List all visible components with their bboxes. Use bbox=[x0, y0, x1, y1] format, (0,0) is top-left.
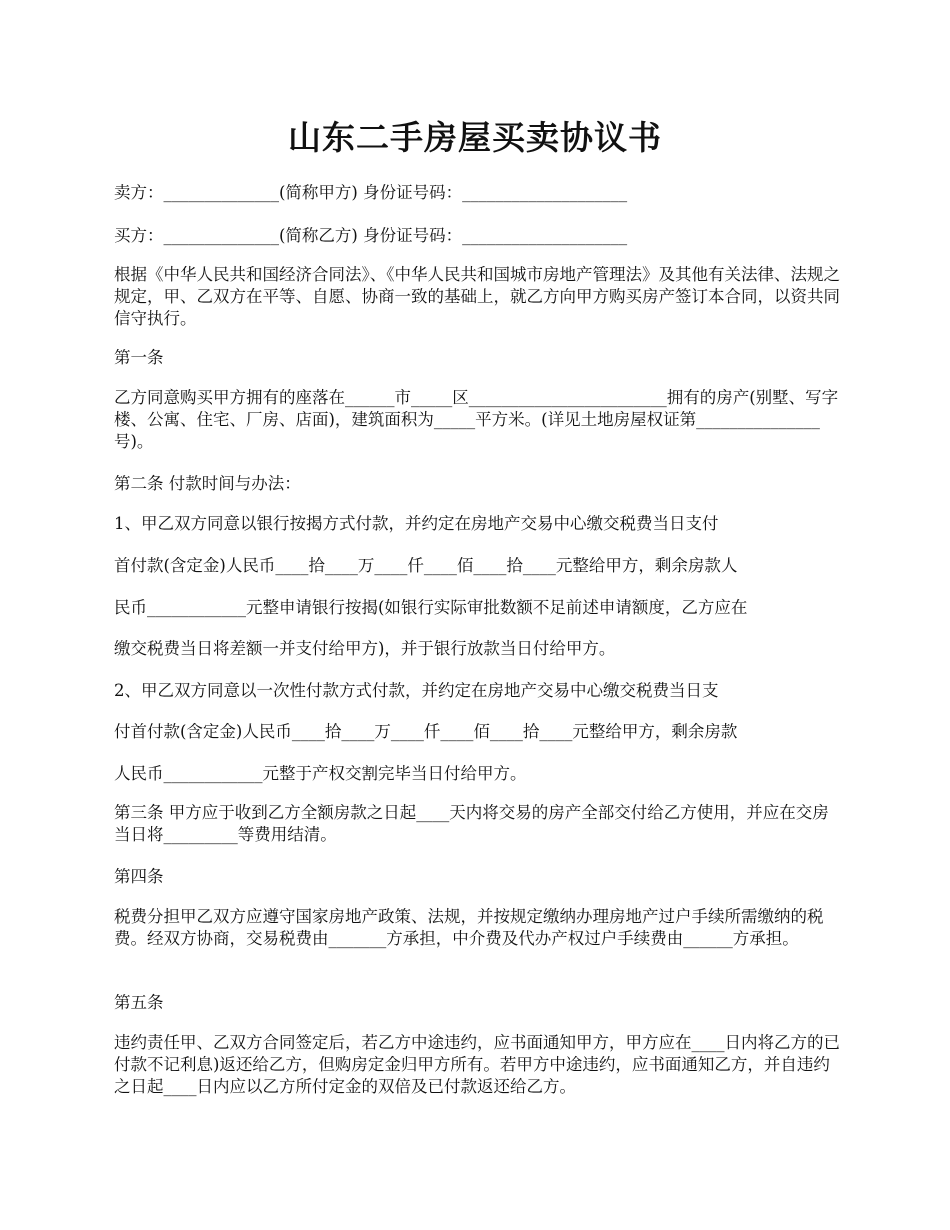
seller-line: 卖方：______________(简称甲方) 身份证号码：____________________ bbox=[114, 183, 628, 202]
article-2-clause-2-line-3: 人民币____________元整于产权交割完毕当日付给甲方。 bbox=[114, 764, 527, 783]
article-2-clause-2-line-1: 2、甲乙双方同意以一次性付款方式付款，并约定在房地产交易中心缴交税费当日支 bbox=[114, 681, 719, 700]
article-2-clause-1-line-3: 民币____________元整申请银行按揭(如银行实际审批数额不足前述申请额度，乙方应在 bbox=[114, 598, 748, 617]
article-5-body: 违约责任甲、乙双方合同签定后，若乙方中途违约，应书面通知甲方，甲方应在____日内将乙方的已付款不记利息)返还给乙方，但购房定金归甲方所有。若甲方中途违约，应书面通知乙方，并自违约之日起____日内应以乙方所付定金的双倍及已付款返还给乙方。 bbox=[114, 1033, 840, 1096]
preamble-paragraph: 根据《中华人民共和国经济合同法》、《中华人民共和国城市房地产管理法》及其他有关法律、法规之规定，甲、乙双方在平等、自愿、协商一致的基础上，就乙方向甲方购买房产签订本合同，以资共同信守执行。 bbox=[114, 265, 840, 328]
article-4-heading: 第四条 bbox=[114, 867, 164, 886]
article-2-clause-1-line-2: 首付款(含定金)人民币____拾____万____仟____佰____拾____元整给甲方，剩余房款人 bbox=[114, 556, 738, 575]
document-title: 山东二手房屋买卖协议书 bbox=[288, 118, 662, 157]
article-2-heading: 第二条 付款时间与办法： bbox=[114, 474, 301, 493]
article-1-body: 乙方同意购买甲方拥有的座落在______市_____区________________________拥有的房产(别墅、写字楼、公寓、住宅、厂房、店面)，建筑面积为_____平方米。(详见土地房屋权证第_______________号)。 bbox=[114, 388, 839, 451]
article-2-clause-1-line-1: 1、甲乙双方同意以银行按揭方式付款，并约定在房地产交易中心缴交税费当日支付 bbox=[114, 514, 719, 533]
article-2-clause-1-line-4: 缴交税费当日将差额一并支付给甲方)，并于银行放款当日付给甲方。 bbox=[114, 639, 616, 658]
article-4-body: 税费分担甲乙双方应遵守国家房地产政策、法规，并按规定缴纳办理房地产过户手续所需缴纳的税费。经双方协商，交易税费由_______方承担，中介费及代办产权过户手续费由______方承担。 bbox=[114, 907, 824, 948]
article-3-paragraph: 第三条 甲方应于收到乙方全额房款之日起____天内将交易的房产全部交付给乙方使用，并应在交房当日将_________等费用结清。 bbox=[114, 803, 829, 844]
article-5-heading: 第五条 bbox=[114, 993, 164, 1012]
article-2-clause-2-line-2: 付首付款(含定金)人民币____拾____万____仟____佰____拾____元整给甲方，剩余房款 bbox=[114, 722, 738, 741]
buyer-line: 买方：______________(简称乙方) 身份证号码：____________________ bbox=[114, 226, 628, 245]
article-1-heading: 第一条 bbox=[114, 348, 164, 367]
